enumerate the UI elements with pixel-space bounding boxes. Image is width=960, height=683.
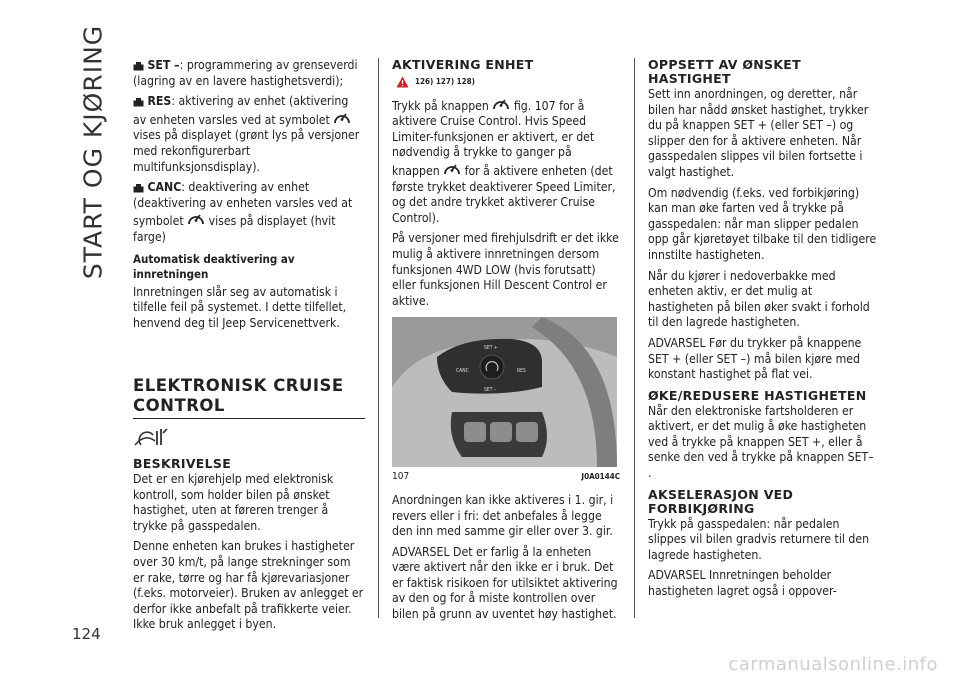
akselerasjon-p1: Trykk på gasspedalen: når pedalen slippes vil bilen gradvis returnere til den lagrede hastigheten. bbox=[648, 516, 870, 562]
oppsett-p2: Om nødvendig (f.eks. ved forbikjøring) kan man øke farten ved å trykke på gasspedalen: når man slipper pedalen opp går kjøretøyet tilbake til den tidligere innstilte hastigheten. bbox=[648, 185, 877, 262]
steering-wheel-figure bbox=[392, 317, 617, 467]
button-glyph-icon bbox=[133, 98, 144, 107]
side-chapter-title: START OG KJØRING bbox=[78, 24, 108, 280]
beskrivelse-p1: Det er en kjørehjelp med elektronisk kontroll, som holder bilen på ønsket hastighet, uten at føreren trenger å trykke på gasspedalen. bbox=[133, 472, 334, 533]
cruise-control-symbol-icon bbox=[443, 161, 461, 177]
figure-caption bbox=[392, 469, 620, 485]
auto-deactivation-heading: Automatisk deaktivering av innretningen bbox=[133, 251, 295, 282]
anordning-text: Anordningen kan ikke aktiveres i 1. gir, i revers eller i fri: det anbefales å legge den inn med samme gir eller over 3. gir. bbox=[392, 492, 614, 539]
akselerasjon-p2: ADVARSEL Innretningen beholder hastigheten lagret også i oppover- bbox=[648, 568, 837, 599]
page-number: 124 bbox=[72, 625, 101, 643]
fig-label-set-plus: SET + bbox=[484, 345, 498, 352]
figure-number: 107 bbox=[392, 471, 410, 483]
auto-deactivation-text: Innretningen slår seg av automatisk i tilfelle feil på systemet. I dette tilfellet, henvend deg til Jeep Servicenettverk. bbox=[133, 284, 347, 330]
column-divider bbox=[634, 58, 635, 618]
oke-heading: ØKE/REDUSERE HASTIGHETEN bbox=[648, 387, 867, 403]
beskrivelse-p2: Denne enheten kan brukes i hastigheter over 30 km/t, på lange strekninger som er rake, tørre og har få kjørevariasjoner (f.eks. motorveier). Bruken av anlegget er derfor ikke anbefalt på trafikkerte veier. Ikke bruk anlegget i byen. bbox=[133, 539, 364, 632]
item-set-minus: SET –: programmering av grenseverdi (lagring av en lavere hastighetsverdi); bbox=[133, 58, 358, 88]
column-1 bbox=[133, 58, 365, 638]
column-3 bbox=[648, 58, 878, 605]
oppsett-p4: ADVARSEL Før du trykker på knappene SET + (eller SET –) må bilen kjøre med konstant hastighet på flat vei. bbox=[648, 335, 862, 382]
oke-text: Når den elektroniske fartsholderen er aktivert, er det mulig å øke hastigheten ved å trykke på knappen SET +, eller å senke den ved å trykke på knappen SET– . bbox=[648, 403, 874, 481]
warning-refs: 126) 127) 128) bbox=[396, 74, 620, 90]
oppsett-p3: Når du kjører i nedoverbakke med enheten aktiv, er det mulig at hastigheten på bilen øker svakt i forhold til den lagrede hastigheten. bbox=[648, 268, 870, 330]
cruise-control-symbol-icon bbox=[333, 110, 351, 126]
watermark: carmanualsonline.info bbox=[728, 654, 938, 675]
oppsett-p1: Sett inn anordningen, og deretter, når bilen har nådd ønsket hastighet, trykker du på knappen SET + (eller SET –) og slipper den for å aktivere enheten. Når gasspedalen slippes vil bilen fortsette i valgt hastighet. bbox=[648, 87, 869, 179]
item-res: RES: aktivering av enhet (aktivering av enheten varsles ved at symbolet vises på displayet (grønt lys på versjoner med rekonfigurerbart multifunksjonsdisplay). bbox=[133, 94, 360, 174]
button-glyph-icon bbox=[133, 184, 144, 193]
aktivering-p2: På versjoner med firehjulsdrift er det ikke mulig å aktivere innretningen dersom funksjonen 4WD LOW (hvis forutsatt) eller funksjonen Hill Descent Control er aktive. bbox=[392, 231, 619, 308]
aktivering-heading: AKTIVERING ENHET bbox=[392, 57, 534, 72]
fig-label-set-minus: SET – bbox=[484, 387, 497, 394]
button-glyph-icon bbox=[133, 62, 144, 71]
beskrivelse-heading: BESKRIVELSE bbox=[133, 456, 232, 472]
column-divider bbox=[378, 58, 379, 618]
steering-wheel-illustration bbox=[392, 317, 617, 467]
cruise-control-symbol-icon bbox=[492, 96, 510, 112]
cruise-control-symbol-icon bbox=[187, 211, 205, 227]
section-title: ELEKTRONISK CRUISE CONTROL bbox=[133, 376, 365, 419]
advarsel-text: ADVARSEL Det er farlig å la enheten være aktivert når den ikke er i bruk. Det er faktisk risikoen for utilsiktet aktivering av den og for å miste kontrollen over bilen på grunn av uventet høy hastighet. bbox=[392, 544, 618, 622]
figure-code: J0A0144C bbox=[581, 472, 620, 482]
aktivering-p1: Trykk på knappen fig. 107 for å aktivere Cruise Control. Hvis Speed Limiter-funksjonen er aktivert, er det nødvendig å trykke to ganger på knappen for å aktivere enheten (det første trykket deaktiverer Speed Limiter, og det andre trykket aktiverer Cruise Control). bbox=[392, 96, 620, 227]
cruise-control-pictogram-icon bbox=[133, 427, 169, 447]
fig-label-canc: CANC bbox=[456, 368, 469, 375]
fig-label-res: RES bbox=[517, 368, 526, 375]
item-canc: CANC: deaktivering av enhet (deaktivering av enheten varsles ved at symbolet vises på displayet (hvit farge) bbox=[133, 180, 353, 244]
akselerasjon-heading: AKSELERASJON VED FORBIKJØRING bbox=[648, 486, 794, 516]
warning-triangle-icon bbox=[396, 76, 409, 88]
oppsett-heading: OPPSETT AV ØNSKET HASTIGHET bbox=[648, 57, 801, 86]
column-2 bbox=[392, 58, 620, 628]
